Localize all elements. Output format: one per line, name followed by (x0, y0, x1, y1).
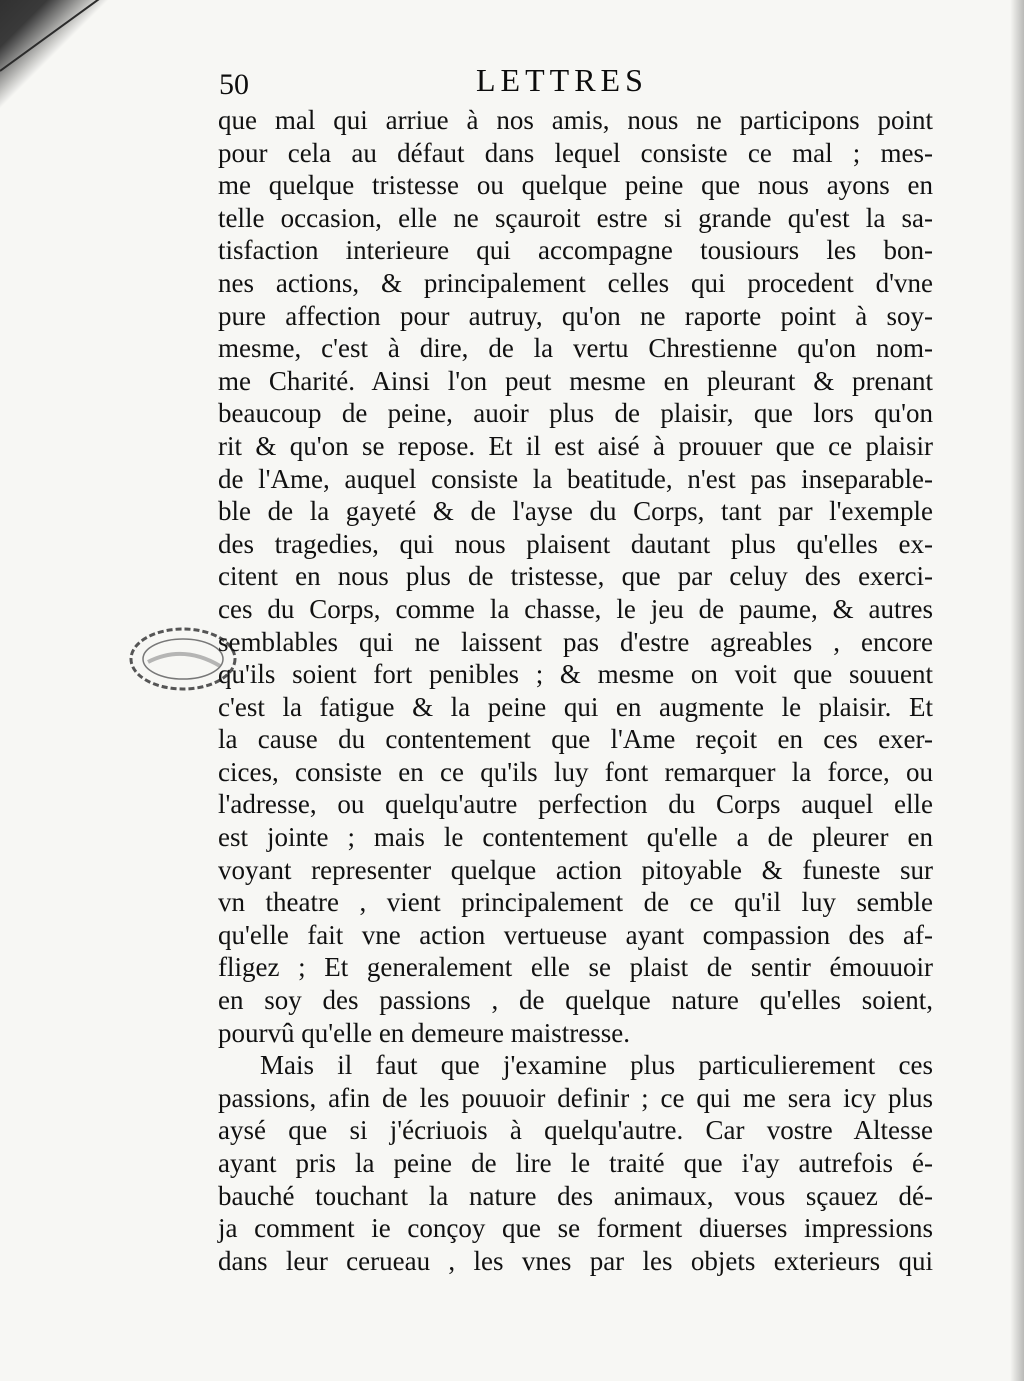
text-line: ces du Corps, comme la chasse, le jeu de paume, & autres (218, 593, 933, 624)
text-line: des tragedies, qui nous plaisent dautant plus qu'elles ex- (218, 528, 933, 559)
page-header (0, 62, 1024, 102)
text-line: tisfaction interieure qui accompagne tousiours les bon- (218, 235, 933, 266)
body-text (218, 104, 933, 1277)
text-line: mesme, c'est à dire, de la vertu Chrestienne qu'on nom- (218, 333, 933, 364)
text-line: l'adresse, ou quelqu'autre perfection du Corps auquel elle (218, 789, 933, 820)
text-line: de l'Ame, auquel consiste la beatitude, n'est pas inseparable- (218, 463, 933, 494)
text-line: vn theatre , vient principalement de ce qu'il luy semble (218, 887, 933, 918)
text-line: citent en nous plus de tristesse, que par celuy des exerci- (218, 561, 933, 592)
text-line: telle occasion, elle ne sçauroit estre si grande qu'est la sa- (218, 202, 933, 233)
text-line: pourvû qu'elle en demeure maistresse. (218, 1017, 630, 1048)
text-line: dans leur cerueau , les vnes par les objets exterieurs qui (218, 1245, 933, 1276)
text-line: passions, afin de les pouuoir definir ; ce qui me sera icy plus (218, 1082, 933, 1113)
text-line: pure affection pour autruy, qu'on ne raporte point à soy- (218, 300, 933, 331)
text-line: ayant pris la peine de lire le traité que i'ay autrefois é- (218, 1148, 933, 1178)
text-line: aysé que si j'écriuois à quelqu'autre. Car vostre Altesse (218, 1115, 933, 1146)
text-line: la cause du contentement que l'Ame reçoit en ces exer- (218, 724, 933, 755)
text-line: voyant representer quelque action pitoyable & funeste sur (218, 854, 933, 885)
text-line: qu'ils soient fort penibles ; & mesme on voit que souuent (218, 659, 933, 690)
text-line: c'est la fatigue & la peine qui en augmente le plaisir. Et (218, 691, 933, 722)
text-line: ble de la gayeté & de l'ayse du Corps, tant par l'exemple (218, 496, 933, 527)
text-line: pour cela au défaut dans lequel consiste ce mal ; mes- (218, 137, 933, 168)
text-line: en soy des passions , de quelque nature qu'elles soient, (218, 985, 933, 1016)
page-number: 50 (219, 68, 249, 101)
text-line: que mal qui arriue à nos amis, nous ne participons point (218, 105, 933, 135)
text-line: nes actions, & principalement celles qui procedent d'vne (218, 267, 933, 298)
page-edge-shadow (1010, 0, 1024, 1381)
paragraph-1 (218, 104, 933, 1049)
paragraph-2 (218, 1049, 933, 1277)
text-line: semblables qui ne laissent pas d'estre agreables , encore (218, 626, 933, 657)
text-line: bauché touchant la nature des animaux, vous sçauez dé- (218, 1180, 933, 1211)
text-line: ja comment ie conçoy que se forment diuerses impressions (218, 1213, 933, 1244)
text-line: cices, consiste en ce qu'ils luy font remarquer la force, ou (218, 756, 933, 787)
text-line: beaucoup de peine, auoir plus de plaisir, que lors qu'on (218, 398, 933, 429)
text-line: me quelque tristesse ou quelque peine que nous ayons en (218, 170, 933, 201)
running-head: LETTRES (476, 62, 648, 98)
text-line: fligez ; Et generalement elle se plaist de sentir émouuoir (218, 952, 933, 983)
text-line: me Charité. Ainsi l'on peut mesme en pleurant & prenant (218, 365, 933, 396)
text-line: Mais il faut que j'examine plus particulierement ces (260, 1050, 933, 1081)
text-line: qu'elle fait vne action vertueuse ayant compassion des af- (218, 919, 933, 950)
text-line: est jointe ; mais le contentement qu'elle a de pleurer en (218, 822, 933, 853)
text-line: rit & qu'on se repose. Et il est aisé à prouuer que ce plaisir (218, 430, 933, 461)
